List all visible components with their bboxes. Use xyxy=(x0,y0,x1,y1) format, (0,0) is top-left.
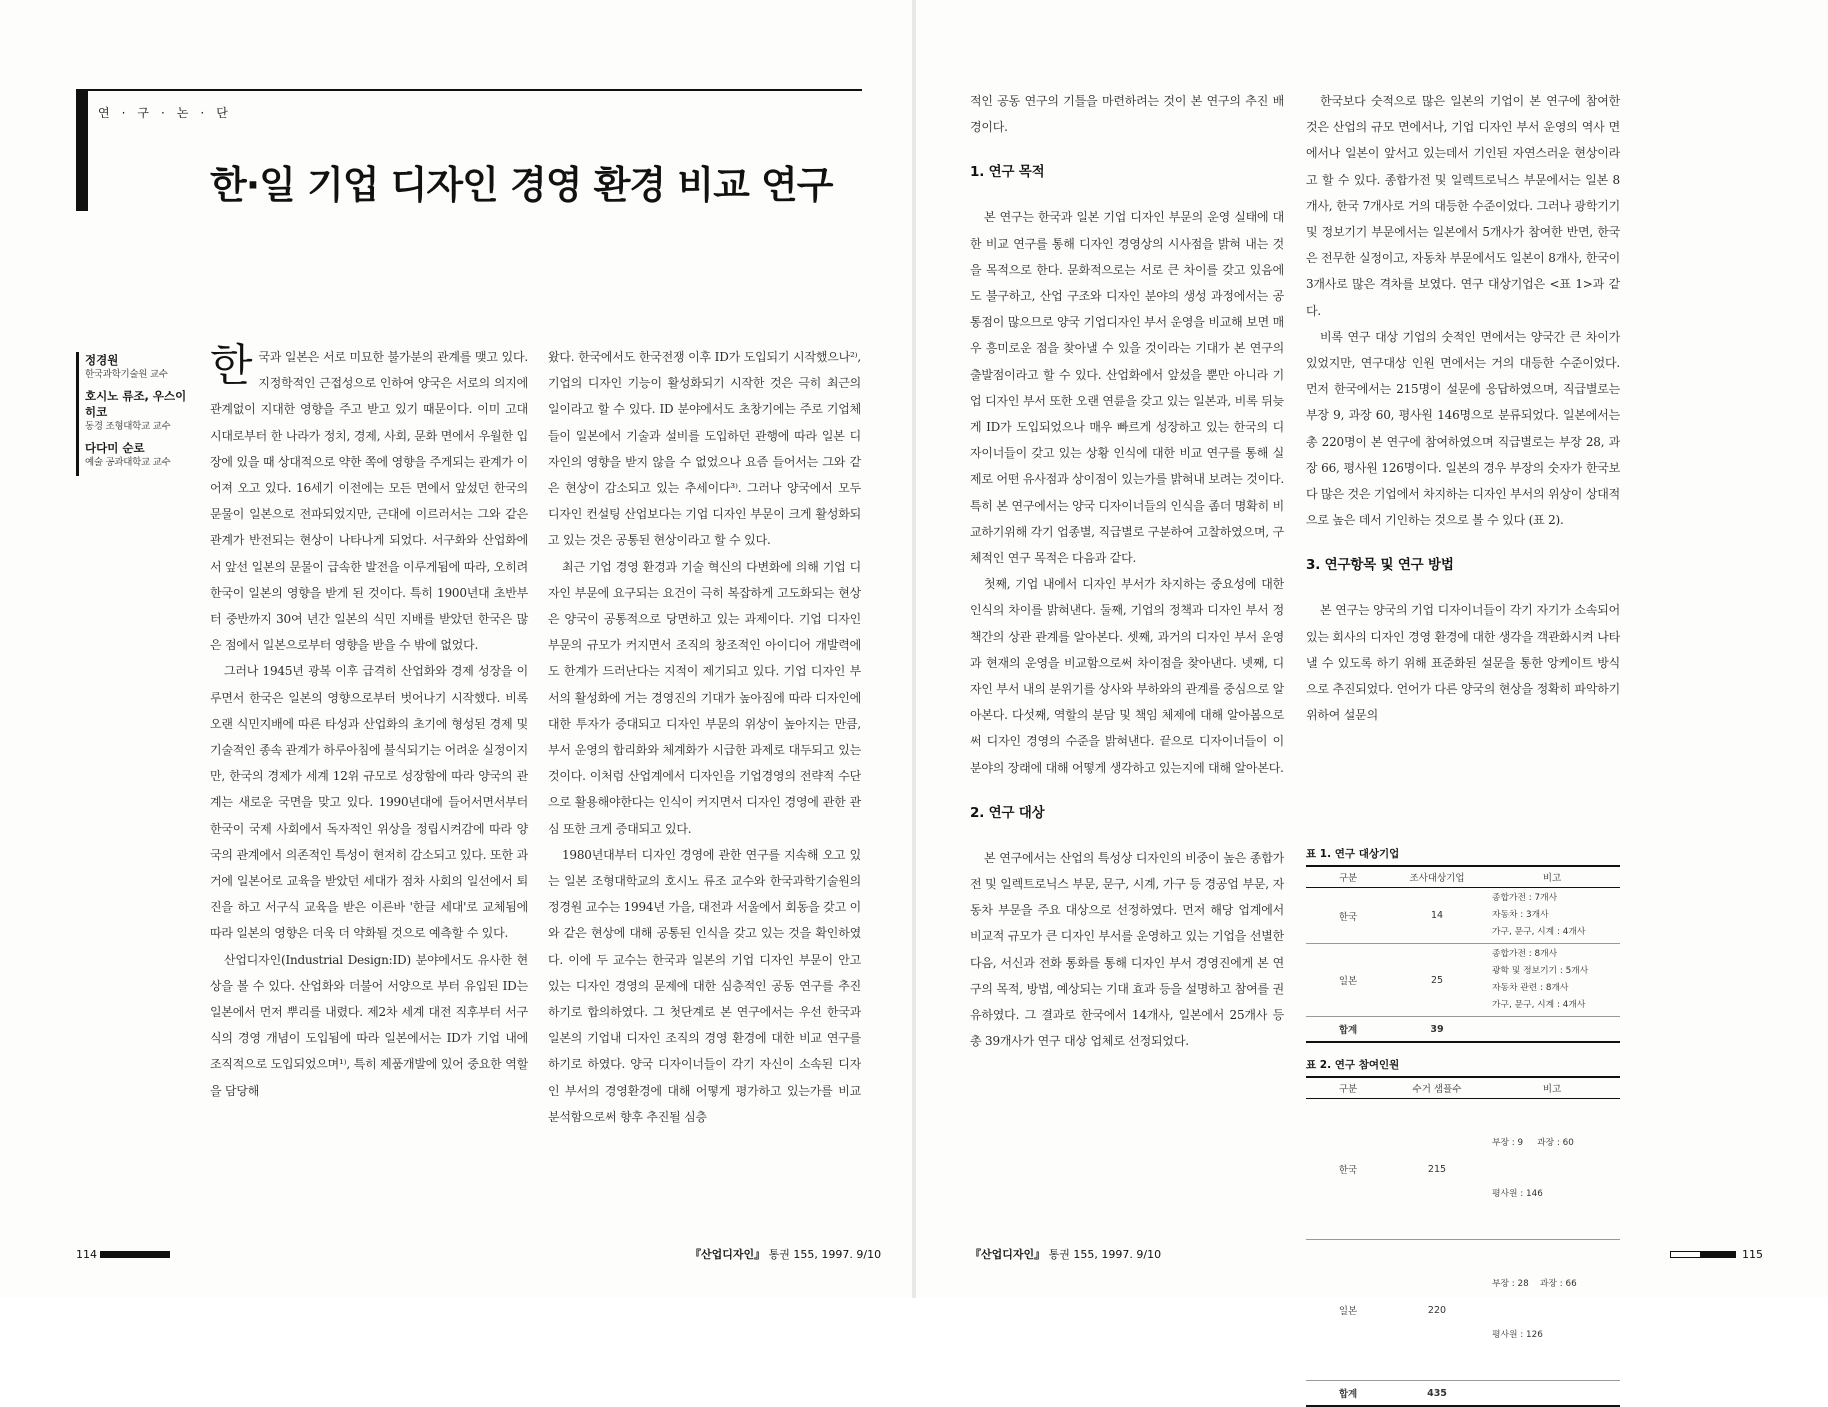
table-header: 비고 xyxy=(1484,866,1620,888)
footer-bar-right xyxy=(1700,1251,1736,1258)
table-cell: 합계 xyxy=(1306,1381,1390,1407)
note-line: 가구, 문구, 시계 : 4개사 xyxy=(1492,927,1586,937)
table-header: 조사대상기업 xyxy=(1390,866,1484,888)
table-2 xyxy=(1306,1057,1620,1407)
header-rule xyxy=(76,89,862,91)
paragraph: 본 연구는 한국과 일본 기업 디자인 부문의 운영 실태에 대한 비교 연구를 통해 디자인 경영상의 시사점을 밝혀 내는 것을 목적으로 한다. 문화적으로는 서로 큰 차이를 갖고 있음에도 불구하고, 산업 구조와 디자인 분야의 생성 과정에서는 공통점이 많으므로 양국 기업디자인 부서 운영을 비교해 보면 매우 흥미로운 점을 찾아낼 수 있을 것이라는 기대가 본 연구의 출발점이라고 할 수 있다. 산업화에서 앞섰을 뿐만 아니라 기업 디자인 부서 또한 오랜 연륜을 갖고 있는 일본과, 비록 뒤늦게 ID가 도입되었으나 매우 빠르게 성장하고 있는 한국의 디자이너들이 갖고 있는 상황 인식에 대한 비교 연구를 통해 실제로 어떤 유사점과 상이점이 있는가를 밝혀내 보려는 것이다. 특히 본 연구에서는 양국 디자이너들의 인식을 좀더 명확히 비교하기위해 각기 업종별, 직급별로 구분하여 고찰하였으며, 구체적인 연구 목적은 다음과 같다. xyxy=(970,210,1284,566)
paragraph: 그러나 1945년 광복 이후 급격히 산업화와 경제 성장을 이루면서 한국은 일본의 영향으로부터 벗어나기 시작했다. 비록 오랜 식민지배에 따른 타성과 산업화의 초기에 형성된 경제 및 기술적인 종속 관계가 하루아침에 불식되기는 어려운 실정이지만, 한국의 경제가 세계 12위 규모로 성장함에 따라 양국의 관계는 새로운 국면을 맞고 있다. 1990년대에 들어서면서부터 한국이 국제 사회에서 독자적인 위상을 정립시켜감에 따라 양국의 관계에서 의존적인 특성이 현저히 감소되고 있다. 또한 과거에 일본어로 교육을 받았던 세대가 점차 사회의 일선에서 퇴진을 하고 서구식 교육을 받은 이른바 '한글 세대'로 교체됨에 따라 일본의 영향은 더욱 더 약화될 것으로 예측할 수 있다. xyxy=(210,664,528,941)
table-cell xyxy=(1484,888,1620,944)
paragraph: 본 연구에서는 산업의 특성상 디자인의 비중이 높은 종합가전 및 일렉트로닉스 부문, 문구, 시계, 가구 등 경공업 부문, 자동차 부문을 주요 대상으로 선정하였다. 먼저 해당 업계에서 비교적 규모가 큰 디자인 부서를 운영하고 있는 기업을 선별한 다음, 서신과 전화 통화를 통해 디자인 부서 경영진에게 본 연구의 목적, 방법, 예상되는 기대 효과 등을 설명하고 참여를 권유하였다. 그 결과로 한국에서 14개사, 일본에서 25개사 등 총 39개사가 연구 대상 업체로 선정되었다. xyxy=(970,850,1284,1049)
paragraph: 1980년대부터 디자인 경영에 관한 연구를 지속해 오고 있는 일본 조형대학교의 호시노 류조 교수와 한국과학기술원의 정경원 교수는 1994년 가을, 대전과 서울에서 회동을 갖고 이와 같은 현상에 대해 공통된 인식을 갖고 있는 것을 확인하였다. 이에 두 교수는 한국과 일본의 기업 디자인 부문이 안고 있는 디자인 경영의 문제에 대한 심층적인 공동 연구를 추진하기로 합의하였다. 그 첫단계로 본 연구에서는 우선 한국과 일본의 기업내 디자인 조직의 경영 환경에 대한 비교 연구를 하기로 하였다. 양국 디자이너들이 각기 자신이 소속된 디자인 부서의 경영환경에 대해 어떻게 평가하고 있는가를 비교 분석함으로써 향후 추진될 심층 xyxy=(548,847,861,1124)
table-cell xyxy=(1484,1381,1620,1407)
magazine-name: 『산업디자인』 xyxy=(690,1248,766,1261)
article-title: 한·일 기업 디자인 경영 환경 비교 연구 xyxy=(210,163,833,207)
note-line: 광학 및 정보기기 : 5개사 xyxy=(1492,966,1589,976)
author-name: 호시노 류조, 우스이 히코 xyxy=(85,389,187,419)
table-cell: 39 xyxy=(1390,1017,1484,1043)
note-line: 부장 : 28 과장 : 66 xyxy=(1492,1279,1577,1289)
table-cell: 435 xyxy=(1390,1381,1484,1407)
paragraph: 첫째, 기업 내에서 디자인 부서가 차지하는 중요성에 대한 인식의 차이를 밝혀낸다. 둘째, 기업의 정책과 디자인 부서 정책간의 상관 관계를 알아본다. 셋째, 과거의 디자인 부서 운영과 현재의 운영을 비교함으로써 차이점을 찾아낸다. 넷째, 디자인 부서 내의 분위기를 상사와 부하와의 관계를 중심으로 알아본다. 다섯째, 역할의 분담 및 책임 체제에 대해 알아봄으로써 디자인 경영의 수준을 밝혀낸다. 끝으로 디자이너들이 이 분야의 장래에 대해 어떻게 생각하고 있는지에 대해 알아본다. xyxy=(970,577,1284,775)
table-1 xyxy=(1306,846,1620,1043)
table-row xyxy=(1306,888,1620,944)
table-cell: 14 xyxy=(1390,888,1484,944)
table-row xyxy=(1306,1099,1620,1240)
paragraph xyxy=(210,340,528,658)
author-name: 정경원 xyxy=(85,353,119,367)
section-label: 연·구·논·단 xyxy=(98,106,240,120)
author-affiliation: 예술 공과대학교 교수 xyxy=(85,457,171,468)
paragraph-text: 국과 일본은 서로 미묘한 불가분의 관계를 맺고 있다. 지정학적인 근접성으로 인하여 양국은 서로의 의지에 관계없이 지대한 영향을 주고 받고 있기 때문이다. 이미 고대 시대로부터 한 나라가 정치, 경제, 사회, 문화 면에서 우월한 입장에 있을 때 상대적으로 약한 쪽에 영향을 주게되는 관계가 이어져 오고 있다. 16세기 이전에는 모든 면에서 앞섰던 한국의 문물이 일본으로 전파되었지만, 근대에 이르러서는 그와 같은 관계가 반전되는 현상이 나타나게 되었다. 서구화와 산업화에서 앞선 일본의 문물이 급속한 발전을 이루게됨에 따라, 오히려 한국이 일본의 영향을 받게 된 것이다. 특히 1900년대 초반부터 중반까지 30여 년간 일본의 식민 지배를 받았던 한국은 많은 점에서 일본으로부터 영향을 받을 수 밖에 없었다. xyxy=(210,350,528,653)
note-line: 평사원 : 126 xyxy=(1492,1330,1543,1340)
author-item xyxy=(85,352,195,382)
note-line: 자동차 : 3개사 xyxy=(1492,910,1549,920)
table-row xyxy=(1306,944,1620,1017)
author-name: 다다미 순로 xyxy=(85,441,145,455)
table xyxy=(1306,1076,1620,1407)
table-cell: 25 xyxy=(1390,944,1484,1017)
header-black-bar xyxy=(76,89,88,211)
table-cell: 합계 xyxy=(1306,1017,1390,1043)
table-header: 구분 xyxy=(1306,866,1390,888)
paragraph: 왔다. 한국에서도 한국전쟁 이후 ID가 도입되기 시작했으나²⁾, 기업의 디자인 기능이 활성화되기 시작한 것은 극히 최근의 일이라고 할 수 있다. ID 분야에서도 초창기에는 주로 기업체들이 일본에서 기술과 설비를 도입하던 관행에 따라 일본 디자인의 영향을 받지 않을 수 없었으나 요즘 들어서는 그와 같은 현상이 감소되고 있는 추세이다³⁾. 그러나 양국에서 모두 디자인 컨설팅 산업보다는 기업 디자인 부문이 크게 활성화되고 있는 것은 공통된 현상이라고 할 수 있다. xyxy=(548,350,861,548)
table-cell: 215 xyxy=(1390,1099,1484,1240)
table-row xyxy=(1306,1240,1620,1381)
author-item xyxy=(85,388,195,434)
page-number-left: 114 xyxy=(76,1248,97,1261)
table-header: 비고 xyxy=(1484,1077,1620,1099)
table-cell xyxy=(1484,1240,1620,1381)
note-line: 평사원 : 146 xyxy=(1492,1189,1543,1199)
author-item xyxy=(85,440,195,470)
issue-info: 통권 155, 1997. 9/10 xyxy=(768,1248,882,1261)
table xyxy=(1306,865,1620,1043)
table-cell xyxy=(1484,1099,1620,1240)
page-number-right: 115 xyxy=(1742,1248,1763,1261)
section-heading: 1. 연구 목적 xyxy=(970,164,1045,181)
table-cell: 일본 xyxy=(1306,944,1390,1017)
table-header: 구분 xyxy=(1306,1077,1390,1099)
author-affiliation: 동경 조형대학교 교수 xyxy=(85,421,171,432)
table-title: 표 2. 연구 참여인원 xyxy=(1306,1059,1400,1071)
table-cell: 한국 xyxy=(1306,1099,1390,1240)
section-heading: 2. 연구 대상 xyxy=(970,804,1045,821)
paragraph: 최근 기업 경영 환경과 기술 혁신의 다변화에 의해 기업 디자인 부문에 요구되는 요건이 극히 복잡하게 고도화되는 현상은 양국이 공통적으로 당면하고 있는 과제이다. 기업 디자인 부문의 규모가 커지면서 조직의 창조적인 아이디어 개발력에도 한계가 드러난다는 지적이 제기되고 있다. 기업 디자인 부서의 활성화에 거는 경영진의 기대가 높아짐에 따라 디자인에 대한 투자가 증대되고 디자인 부문의 위상이 높아지는 만큼, 부서 운영의 합리화와 체계화가 시급한 과제로 대두되고 있는 것이다. 이처럼 산업계에서 디자인을 기업경영의 전략적 수단으로 활용해야한다는 인식이 커지면서 디자인 경영에 관한 관심 또한 크게 증대되고 있다. xyxy=(548,559,861,836)
issue-info: 통권 155, 1997. 9/10 xyxy=(1048,1248,1162,1261)
drop-cap: 한 xyxy=(210,340,253,391)
table-cell: 220 xyxy=(1390,1240,1484,1381)
table-header: 수거 샘플수 xyxy=(1390,1077,1484,1099)
text-column-3 xyxy=(970,88,1284,1218)
note-line: 가구, 문구, 시계 : 4개사 xyxy=(1492,1000,1586,1010)
text-column-1 xyxy=(210,340,528,1206)
paragraph: 산업디자인(Industrial Design:ID) 분야에서도 유사한 현상을 볼 수 있다. 산업화와 더불어 서양으로 부터 유입된 ID는 일본에서 먼저 뿌리를 내렸다. 제2차 세계 대전 직후부터 서구식의 경영 개념이 도입됨에 따라 일본에서는 ID가 기업 내에 조직적으로 도입되었으며¹⁾, 특히 제품개발에 있어 중요한 역할을 담당해 xyxy=(210,952,528,1098)
section-heading: 3. 연구항목 및 연구 방법 xyxy=(1306,557,1454,574)
table-cell xyxy=(1484,944,1620,1017)
magazine-name: 『산업디자인』 xyxy=(970,1248,1046,1261)
text-column-4 xyxy=(1306,88,1620,828)
footer-bar-left xyxy=(100,1251,170,1258)
table-cell xyxy=(1484,1017,1620,1043)
table-cell: 일본 xyxy=(1306,1240,1390,1381)
paragraph: 적인 공동 연구의 기틀을 마련하려는 것이 본 연구의 추진 배경이다. xyxy=(970,94,1284,135)
table-total-row xyxy=(1306,1017,1620,1043)
paragraph: 비록 연구 대상 기업의 숫적인 면에서는 양국간 큰 차이가 있었지만, 연구대상 인원 면에서는 거의 대등한 수준이었다. 먼저 한국에서는 215명이 설문에 응답하였으며, 직급별로는 부장 9, 과장 60, 평사원 146명으로 분류되었다. 일본에서는 총 220명이 본 연구에 참여하였으며 직급별로는 부장 28, 과장 66, 평사원 126명이다. 일본의 경우 부장의 숫자가 한국보다 많은 것은 기업에서 차지하는 디자인 부서의 위상이 상대적으로 높은 데서 기인하는 것으로 볼 수 있다 (표 2). xyxy=(1306,329,1620,528)
note-line: 자동차 관련 : 8개사 xyxy=(1492,983,1569,993)
paragraph: 본 연구는 양국의 기업 디자이너들이 각기 자기가 소속되어 있는 회사의 디자인 경영 환경에 대한 생각을 객관화시켜 나타낼 수 있도록 하기 위해 표준화된 설문을 통한 앙케이트 방식으로 추진되었다. 언어가 다른 양국의 현상을 정확히 파악하기 위하여 설문의 xyxy=(1306,603,1620,723)
note-line: 종합가전 : 8개사 xyxy=(1492,949,1558,959)
footer-magazine-right xyxy=(970,1246,1161,1262)
author-list xyxy=(76,352,195,476)
paragraph: 한국보다 숫적으로 많은 일본의 기업이 본 연구에 참여한 것은 산업의 규모 면에서나, 기업 디자인 부서 운영의 역사 면에서나 일본이 앞서고 있는데서 기인된 자연스러운 현상이라고 할 수 있다. 종합가전 및 일렉트로닉스 부문에서는 일본 8개사, 한국 7개사로 거의 대등한 수준이었다. 그러나 광학기기 및 정보기기 부문에서는 일본에서 5개사가 참여한 반면, 한국은 전무한 실정이고, 자동차 부문에서도 일본이 8개사, 한국이 3개사로 많은 격차를 보였다. 연구 대상기업은 <표 1>과 같다. xyxy=(1306,94,1621,318)
author-affiliation: 한국과학기술원 교수 xyxy=(85,369,168,380)
footer-magazine-left xyxy=(690,1246,881,1262)
table-cell: 한국 xyxy=(1306,888,1390,944)
text-column-2 xyxy=(548,344,861,1206)
table-total-row xyxy=(1306,1381,1620,1407)
table-title: 표 1. 연구 대상기업 xyxy=(1306,848,1400,860)
note-line: 종합가전 : 7개사 xyxy=(1492,893,1558,903)
note-line: 부장 : 9 과장 : 60 xyxy=(1492,1138,1574,1148)
